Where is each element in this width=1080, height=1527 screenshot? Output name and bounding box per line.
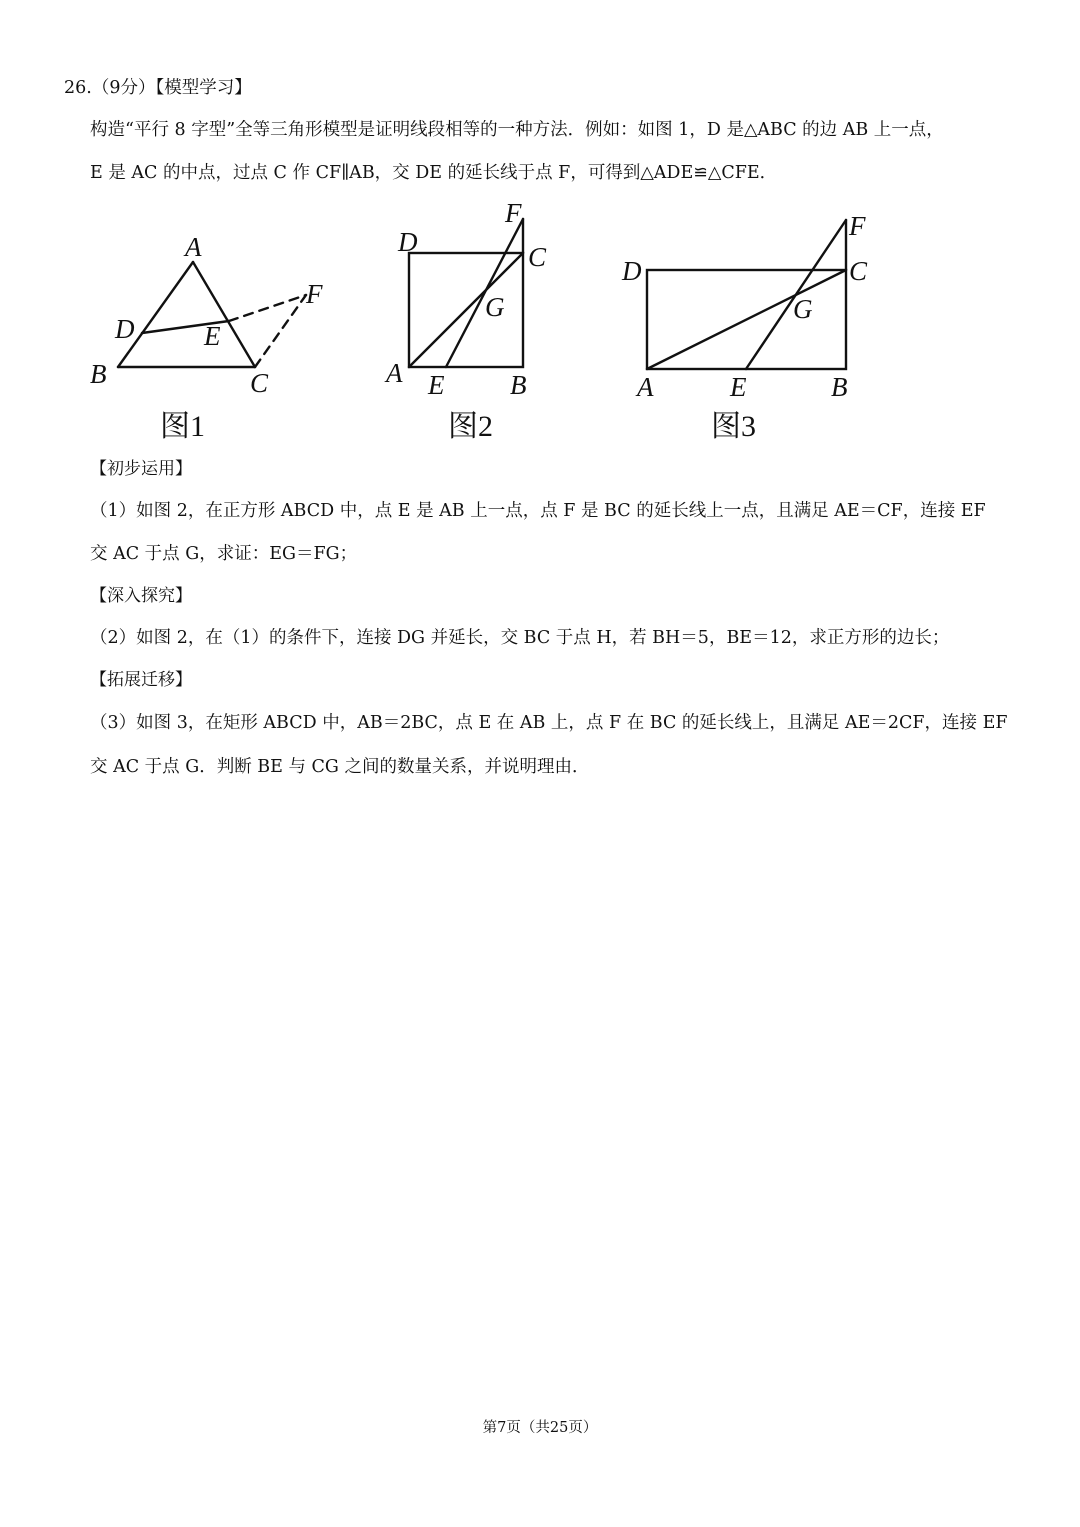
figures-svg	[0, 195, 1080, 455]
fig3-label-g: G	[793, 294, 813, 324]
fig3-label-f: F	[849, 211, 866, 241]
fig1-label-f: F	[306, 279, 323, 309]
fig3-diagonal-ac	[647, 270, 846, 369]
fig1-label-e: E	[204, 321, 221, 351]
fig3-label-b: B	[831, 372, 848, 402]
part3-line-2: 交 AC 于点 G．判断 BE 与 CG 之间的数量关系，并说明理由．	[90, 757, 590, 777]
fig2-label-f: F	[505, 198, 522, 228]
section-extension: 【拓展迁移】	[90, 670, 192, 690]
page-footer: 第7页（共25页）	[482, 1420, 598, 1436]
fig1-caption: 图1	[160, 410, 205, 443]
section-deep-exploration: 【深入探究】	[90, 586, 192, 606]
fig3-label-d: D	[622, 256, 642, 286]
intro-line-2: E 是 AC 的中点，过点 C 作 CF∥AB，交 DE 的延长线于点 F，可得到△ADE≌△CFE．	[90, 163, 778, 183]
section-initial-application: 【初步运用】	[90, 459, 192, 479]
fig1-label-c: C	[250, 368, 269, 398]
fig3-label-c: C	[849, 256, 868, 286]
fig2-caption: 图2	[448, 410, 493, 443]
part2-line-1: （2）如图 2，在（1）的条件下，连接 DG 并延长，交 BC 于点 H，若 BH＝5，BE＝12，求正方形的边长；	[90, 628, 950, 648]
fig3-label-e: E	[730, 372, 747, 402]
fig2-diagonal-ac	[409, 253, 523, 367]
fig3-label-a: A	[637, 372, 654, 402]
fig3-caption: 图3	[711, 410, 756, 443]
fig2-label-g: G	[485, 292, 505, 322]
fig1-label-b: B	[90, 359, 107, 389]
fig2-label-d: D	[398, 227, 418, 257]
fig2-label-c: C	[528, 242, 547, 272]
part3-line-1: （3）如图 3，在矩形 ABCD 中，AB＝2BC，点 E 在 AB 上，点 F 在 BC 的延长线上，且满足 AE＝2CF，连接 EF	[90, 713, 1008, 733]
fig2-label-a: A	[386, 358, 403, 388]
fig2-label-b: B	[510, 370, 527, 400]
part1-line-2: 交 AC 于点 G，求证：EG＝FG；	[90, 544, 358, 564]
question-header: 26.（9分）【模型学习】	[64, 78, 252, 98]
intro-line-1: 构造“平行 8 字型”全等三角形模型是证明线段相等的一种方法．例如：如图 1，D 是△ABC 的边 AB 上一点，	[90, 120, 944, 140]
figures	[0, 195, 1080, 455]
fig1-dashed-cf	[255, 295, 306, 367]
fig2-label-e: E	[428, 370, 445, 400]
fig1-label-d: D	[115, 314, 135, 344]
part1-line-1: （1）如图 2，在正方形 ABCD 中，点 E 是 AB 上一点，点 F 是 BC 的延长线上一点，且满足 AE＝CF，连接 EF	[90, 501, 986, 521]
fig1-dashed-ef	[229, 295, 306, 321]
fig1-label-a: A	[185, 232, 202, 262]
